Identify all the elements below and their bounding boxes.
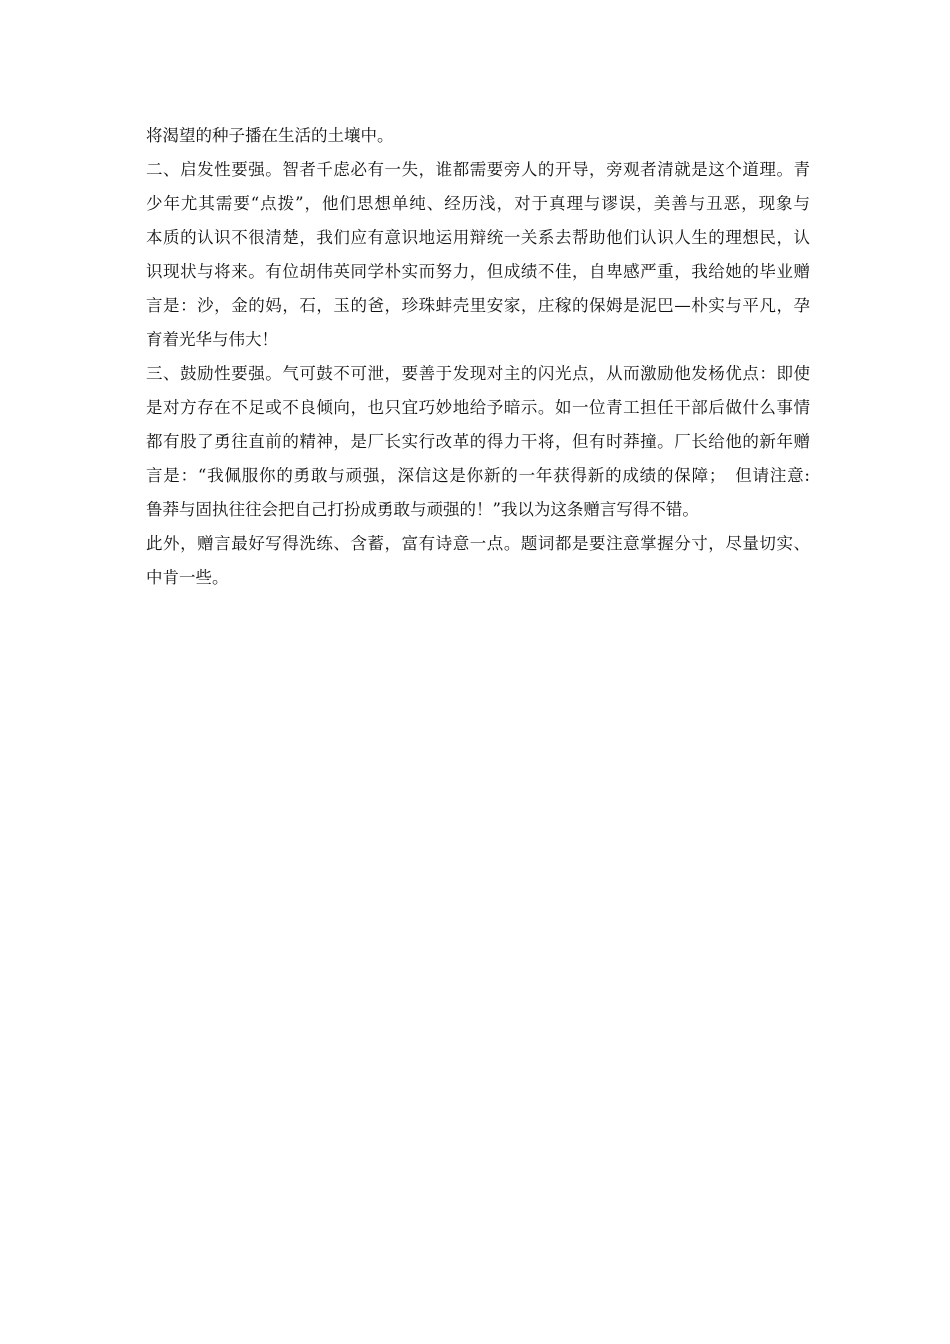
text-line: 少年尤其需要“点拨”，他们思想单纯、经历浅，对于真理与谬误，美善与丑恶，现象与 xyxy=(146,194,810,213)
document-body xyxy=(146,119,810,595)
text-line: 言是：“我佩服你的勇敢与顽强，深信这是你新的一年获得新的成绩的保障； 但请注意: xyxy=(146,466,810,485)
text-line: 二、启发性要强。智者千虑必有一失，谁都需要旁人的开导，旁观者清就是这个道理。青 xyxy=(146,160,810,179)
text-line: 鲁莽与固执往往会把自己打扮成勇敢与顽强的！”我以为这条赠言写得不错。 xyxy=(146,500,699,519)
text-line: 本质的认识不很清楚，我们应有意识地运用辩统一关系去帮助他们认识人生的理想民，认 xyxy=(146,228,810,247)
text-line: 此外，赠言最好写得洗练、含蓄，富有诗意一点。题词都是要注意掌握分寸，尽量切实、 xyxy=(146,534,810,553)
text-line: 三、鼓励性要强。气可鼓不可泄，要善于发现对主的闪光点，从而激励他发杨优点：即使 xyxy=(146,364,810,383)
text-line: 育着光华与伟大！ xyxy=(146,330,278,349)
text-line: 言是：沙，金的妈，石，玉的爸，珍珠蚌壳里安家，庄稼的保姆是泥巴—朴实与平凡，孕 xyxy=(146,296,810,315)
text-line: 中肯一些。 xyxy=(146,568,229,587)
text-line: 识现状与将来。有位胡伟英同学朴实而努力，但成绩不佳，自卑感严重，我给她的毕业赠 xyxy=(146,262,810,281)
text-line: 都有股了勇往直前的精神，是厂长实行改革的得力干将，但有时莽撞。厂长给他的新年赠 xyxy=(146,432,810,451)
text-line: 将渴望的种子播在生活的土壤中。 xyxy=(146,126,394,145)
text-line: 是对方存在不足或不良倾向，也只宜巧妙地给予暗示。如一位青工担任干部后做什么事情 xyxy=(146,398,810,417)
